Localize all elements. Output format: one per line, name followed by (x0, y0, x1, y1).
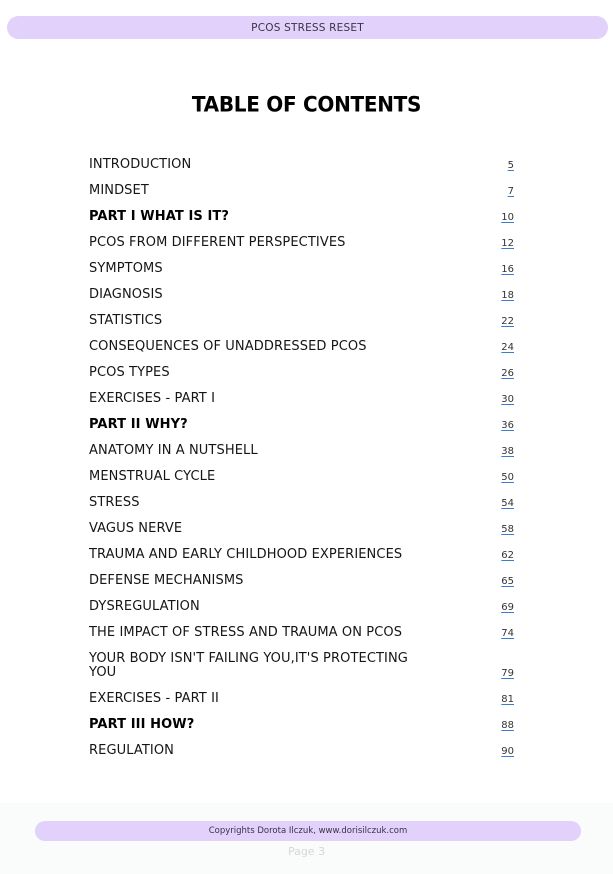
toc-entry-perspectives[interactable] (89, 229, 514, 255)
toc-page-link[interactable]: 54 (501, 498, 514, 509)
toc-entry-label: STRESS (89, 495, 140, 510)
toc-section-heading: PART II WHY? (89, 417, 188, 432)
toc-entry-label: SYMPTOMS (89, 261, 163, 276)
copyright-banner (35, 821, 581, 841)
toc-entry-body-protecting[interactable] (89, 645, 514, 685)
toc-entry-symptoms[interactable] (89, 255, 514, 281)
toc-entry-label: YOUR BODY ISN'T FAILING YOU,IT'S PROTECTING YOU (89, 651, 408, 680)
toc-page-link[interactable]: 90 (501, 746, 514, 757)
toc-page-link[interactable]: 36 (501, 420, 514, 431)
toc-entry-part-2[interactable] (89, 411, 514, 437)
page-title: TABLE OF CONTENTS (191, 91, 422, 117)
header-title: PCOS STRESS RESET (251, 21, 364, 34)
toc-entry-label: DIAGNOSIS (89, 287, 163, 302)
toc-entry-label: MINDSET (89, 183, 149, 198)
toc-entry-consequences[interactable] (89, 333, 514, 359)
toc-page-link[interactable]: 7 (507, 186, 514, 197)
toc-entry-introduction[interactable] (89, 151, 514, 177)
toc-page-link[interactable]: 30 (501, 394, 514, 405)
toc-entry-label: EXERCISES - PART II (89, 691, 219, 706)
toc-page-link[interactable]: 81 (501, 694, 514, 705)
toc-entry-label: CONSEQUENCES OF UNADDRESSED PCOS (89, 339, 367, 354)
toc-page-link[interactable]: 16 (501, 264, 514, 275)
page-footer (0, 803, 613, 874)
page-number: Page 3 (287, 845, 326, 858)
toc-page-link[interactable]: 22 (501, 316, 514, 327)
toc-section-heading: PART III HOW? (89, 717, 195, 732)
table-of-contents (89, 151, 514, 763)
toc-entry-part-1[interactable] (89, 203, 514, 229)
toc-entry-pcos-types[interactable] (89, 359, 514, 385)
toc-entry-part-3[interactable] (89, 711, 514, 737)
toc-entry-label: MENSTRUAL CYCLE (89, 469, 216, 484)
toc-entry-label: THE IMPACT OF STRESS AND TRAUMA ON PCOS (89, 625, 403, 640)
toc-entry-stress[interactable] (89, 489, 514, 515)
running-header (7, 16, 608, 39)
toc-page-link[interactable]: 58 (501, 524, 514, 535)
toc-entry-regulation[interactable] (89, 737, 514, 763)
toc-entry-diagnosis[interactable] (89, 281, 514, 307)
toc-entry-label: REGULATION (89, 743, 174, 758)
toc-entry-label: VAGUS NERVE (89, 521, 183, 536)
toc-entry-impact-stress-trauma[interactable] (89, 619, 514, 645)
toc-entry-label: DYSREGULATION (89, 599, 200, 614)
toc-entry-vagus-nerve[interactable] (89, 515, 514, 541)
toc-entry-exercises-2[interactable] (89, 685, 514, 711)
toc-page-link[interactable]: 74 (501, 628, 514, 639)
toc-entry-menstrual-cycle[interactable] (89, 463, 514, 489)
toc-entry-label: EXERCISES - PART I (89, 391, 215, 406)
toc-entry-label: PCOS FROM DIFFERENT PERSPECTIVES (89, 235, 346, 250)
toc-entry-label: ANATOMY IN A NUTSHELL (89, 443, 258, 458)
toc-page-link[interactable]: 62 (501, 550, 514, 561)
toc-entry-label: DEFENSE MECHANISMS (89, 573, 244, 588)
toc-entry-mindset[interactable] (89, 177, 514, 203)
toc-page-link[interactable]: 24 (501, 342, 514, 353)
toc-entry-label: STATISTICS (89, 313, 163, 328)
toc-page-link[interactable]: 12 (501, 238, 514, 249)
toc-page-link[interactable]: 65 (501, 576, 514, 587)
toc-page-link[interactable]: 5 (507, 160, 514, 171)
toc-entry-dysregulation[interactable] (89, 593, 514, 619)
toc-page-link[interactable]: 79 (501, 668, 514, 679)
toc-page-link[interactable]: 18 (501, 290, 514, 301)
toc-entry-defense-mechanisms[interactable] (89, 567, 514, 593)
toc-page-link[interactable]: 88 (501, 720, 514, 731)
toc-page-link[interactable]: 38 (501, 446, 514, 457)
toc-page-link[interactable]: 10 (501, 212, 514, 223)
toc-entry-trauma[interactable] (89, 541, 514, 567)
toc-entry-label: PCOS TYPES (89, 365, 170, 380)
toc-entry-label: TRAUMA AND EARLY CHILDHOOD EXPERIENCES (89, 547, 403, 562)
toc-page-link[interactable]: 26 (501, 368, 514, 379)
toc-page-link[interactable]: 50 (501, 472, 514, 483)
toc-section-heading: PART I WHAT IS IT? (89, 209, 230, 224)
copyright-text: Copyrights Dorota Ilczuk, www.dorisilczuk.com (208, 826, 408, 836)
toc-entry-statistics[interactable] (89, 307, 514, 333)
toc-page-link[interactable]: 69 (501, 602, 514, 613)
toc-entry-label: INTRODUCTION (89, 157, 192, 172)
toc-entry-anatomy[interactable] (89, 437, 514, 463)
toc-entry-exercises-1[interactable] (89, 385, 514, 411)
